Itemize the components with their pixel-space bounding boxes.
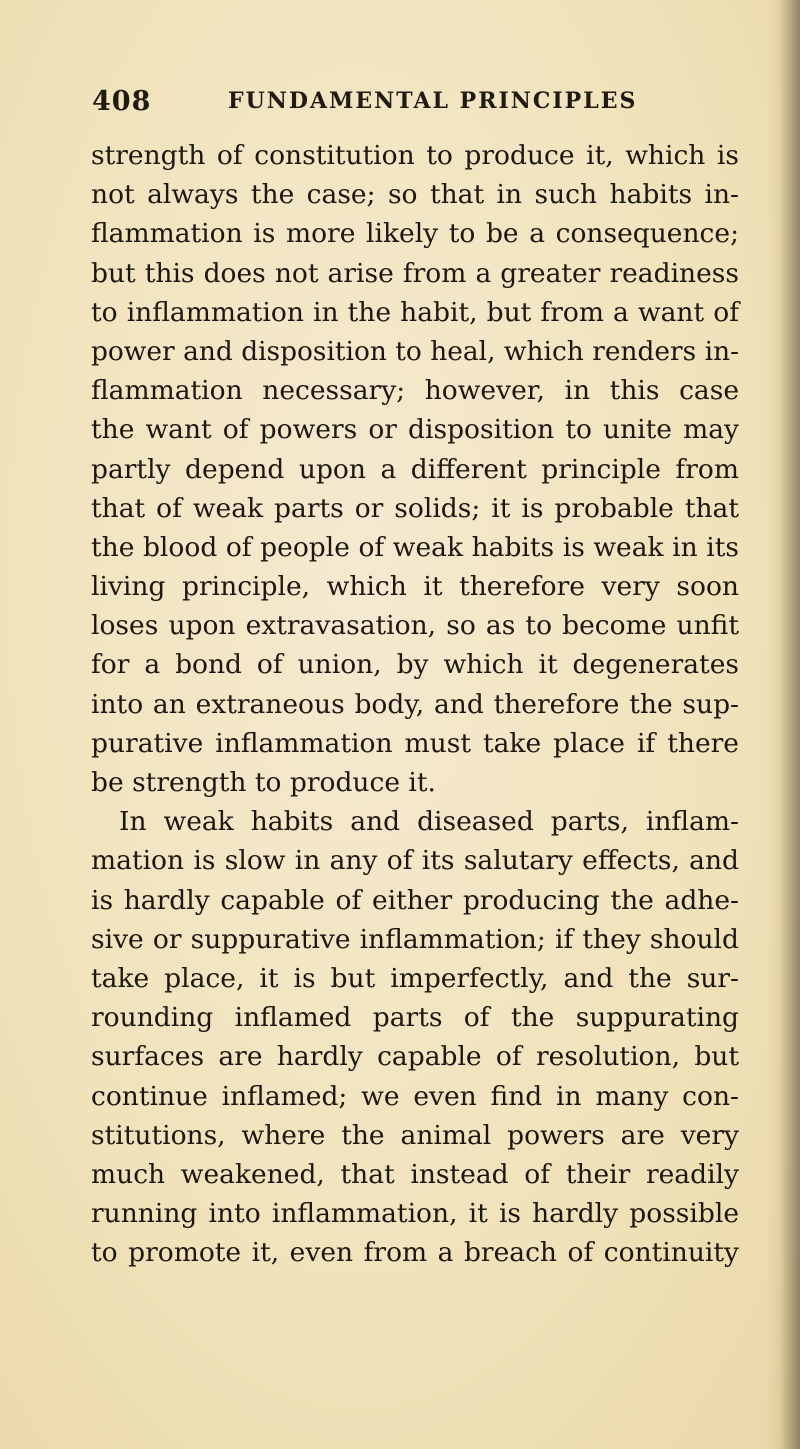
paragraph-start-line: In weak habits and diseased parts, inflam- [119, 806, 739, 838]
text-line: is hardly capable of either producing the adhe- [91, 884, 739, 916]
text-line: purative inflammation must take place if there [91, 727, 739, 759]
text-line: loses upon extravasation, so as to become unfit [91, 610, 739, 642]
text-line: for a bond of union, by which it degenerates [91, 649, 739, 681]
text-line: but this does not arise from a greater readiness [91, 257, 739, 289]
text-line: power and disposition to heal, which renders in- [91, 335, 739, 367]
text-line: continue inflamed; we even find in many con- [91, 1080, 739, 1112]
text-line: much weakened, that instead of their readily [91, 1158, 739, 1190]
text-line: surfaces are hardly capable of resolution, but [91, 1041, 739, 1073]
text-line: sive or suppurative inflammation; if they should [91, 923, 739, 955]
text-line: stitutions, where the animal powers are very [91, 1119, 739, 1151]
body-text [91, 136, 739, 1272]
text-line: living principle, which it therefore very soon [91, 571, 739, 603]
text-line: into an extraneous body, and therefore the sup- [91, 688, 739, 720]
text-line: not always the case; so that in such habits in- [91, 179, 739, 211]
text-line: to promote it, even from a breach of continuity [91, 1237, 739, 1269]
page-edge-shadow [766, 0, 800, 1449]
text-line: running into inflammation, it is hardly possible [91, 1198, 739, 1230]
text-line: mation is slow in any of its salutary effects, and [91, 845, 739, 877]
page-number: 408 [92, 86, 152, 117]
paragraph-end-line: be strength to produce it. [91, 767, 436, 798]
text-line: to inflammation in the habit, but from a want of [91, 296, 739, 328]
text-line: strength of constitution to produce it, which is [91, 140, 739, 171]
text-line: take place, it is but imperfectly, and the sur- [91, 962, 739, 994]
text-line: partly depend upon a different principle from [91, 453, 739, 485]
text-line: that of weak parts or solids; it is probable that [91, 492, 739, 524]
running-title: FUNDAMENTAL PRINCIPLES [228, 88, 638, 114]
text-line: flammation necessary; however, in this case [91, 375, 739, 407]
text-line: flammation is more likely to be a consequence; [91, 218, 739, 250]
text-line: the want of powers or disposition to unite may [91, 414, 739, 446]
page-header [92, 86, 732, 122]
text-line: rounding inflamed parts of the suppurating [91, 1002, 739, 1034]
text-line: the blood of people of weak habits is weak in its [91, 531, 739, 563]
